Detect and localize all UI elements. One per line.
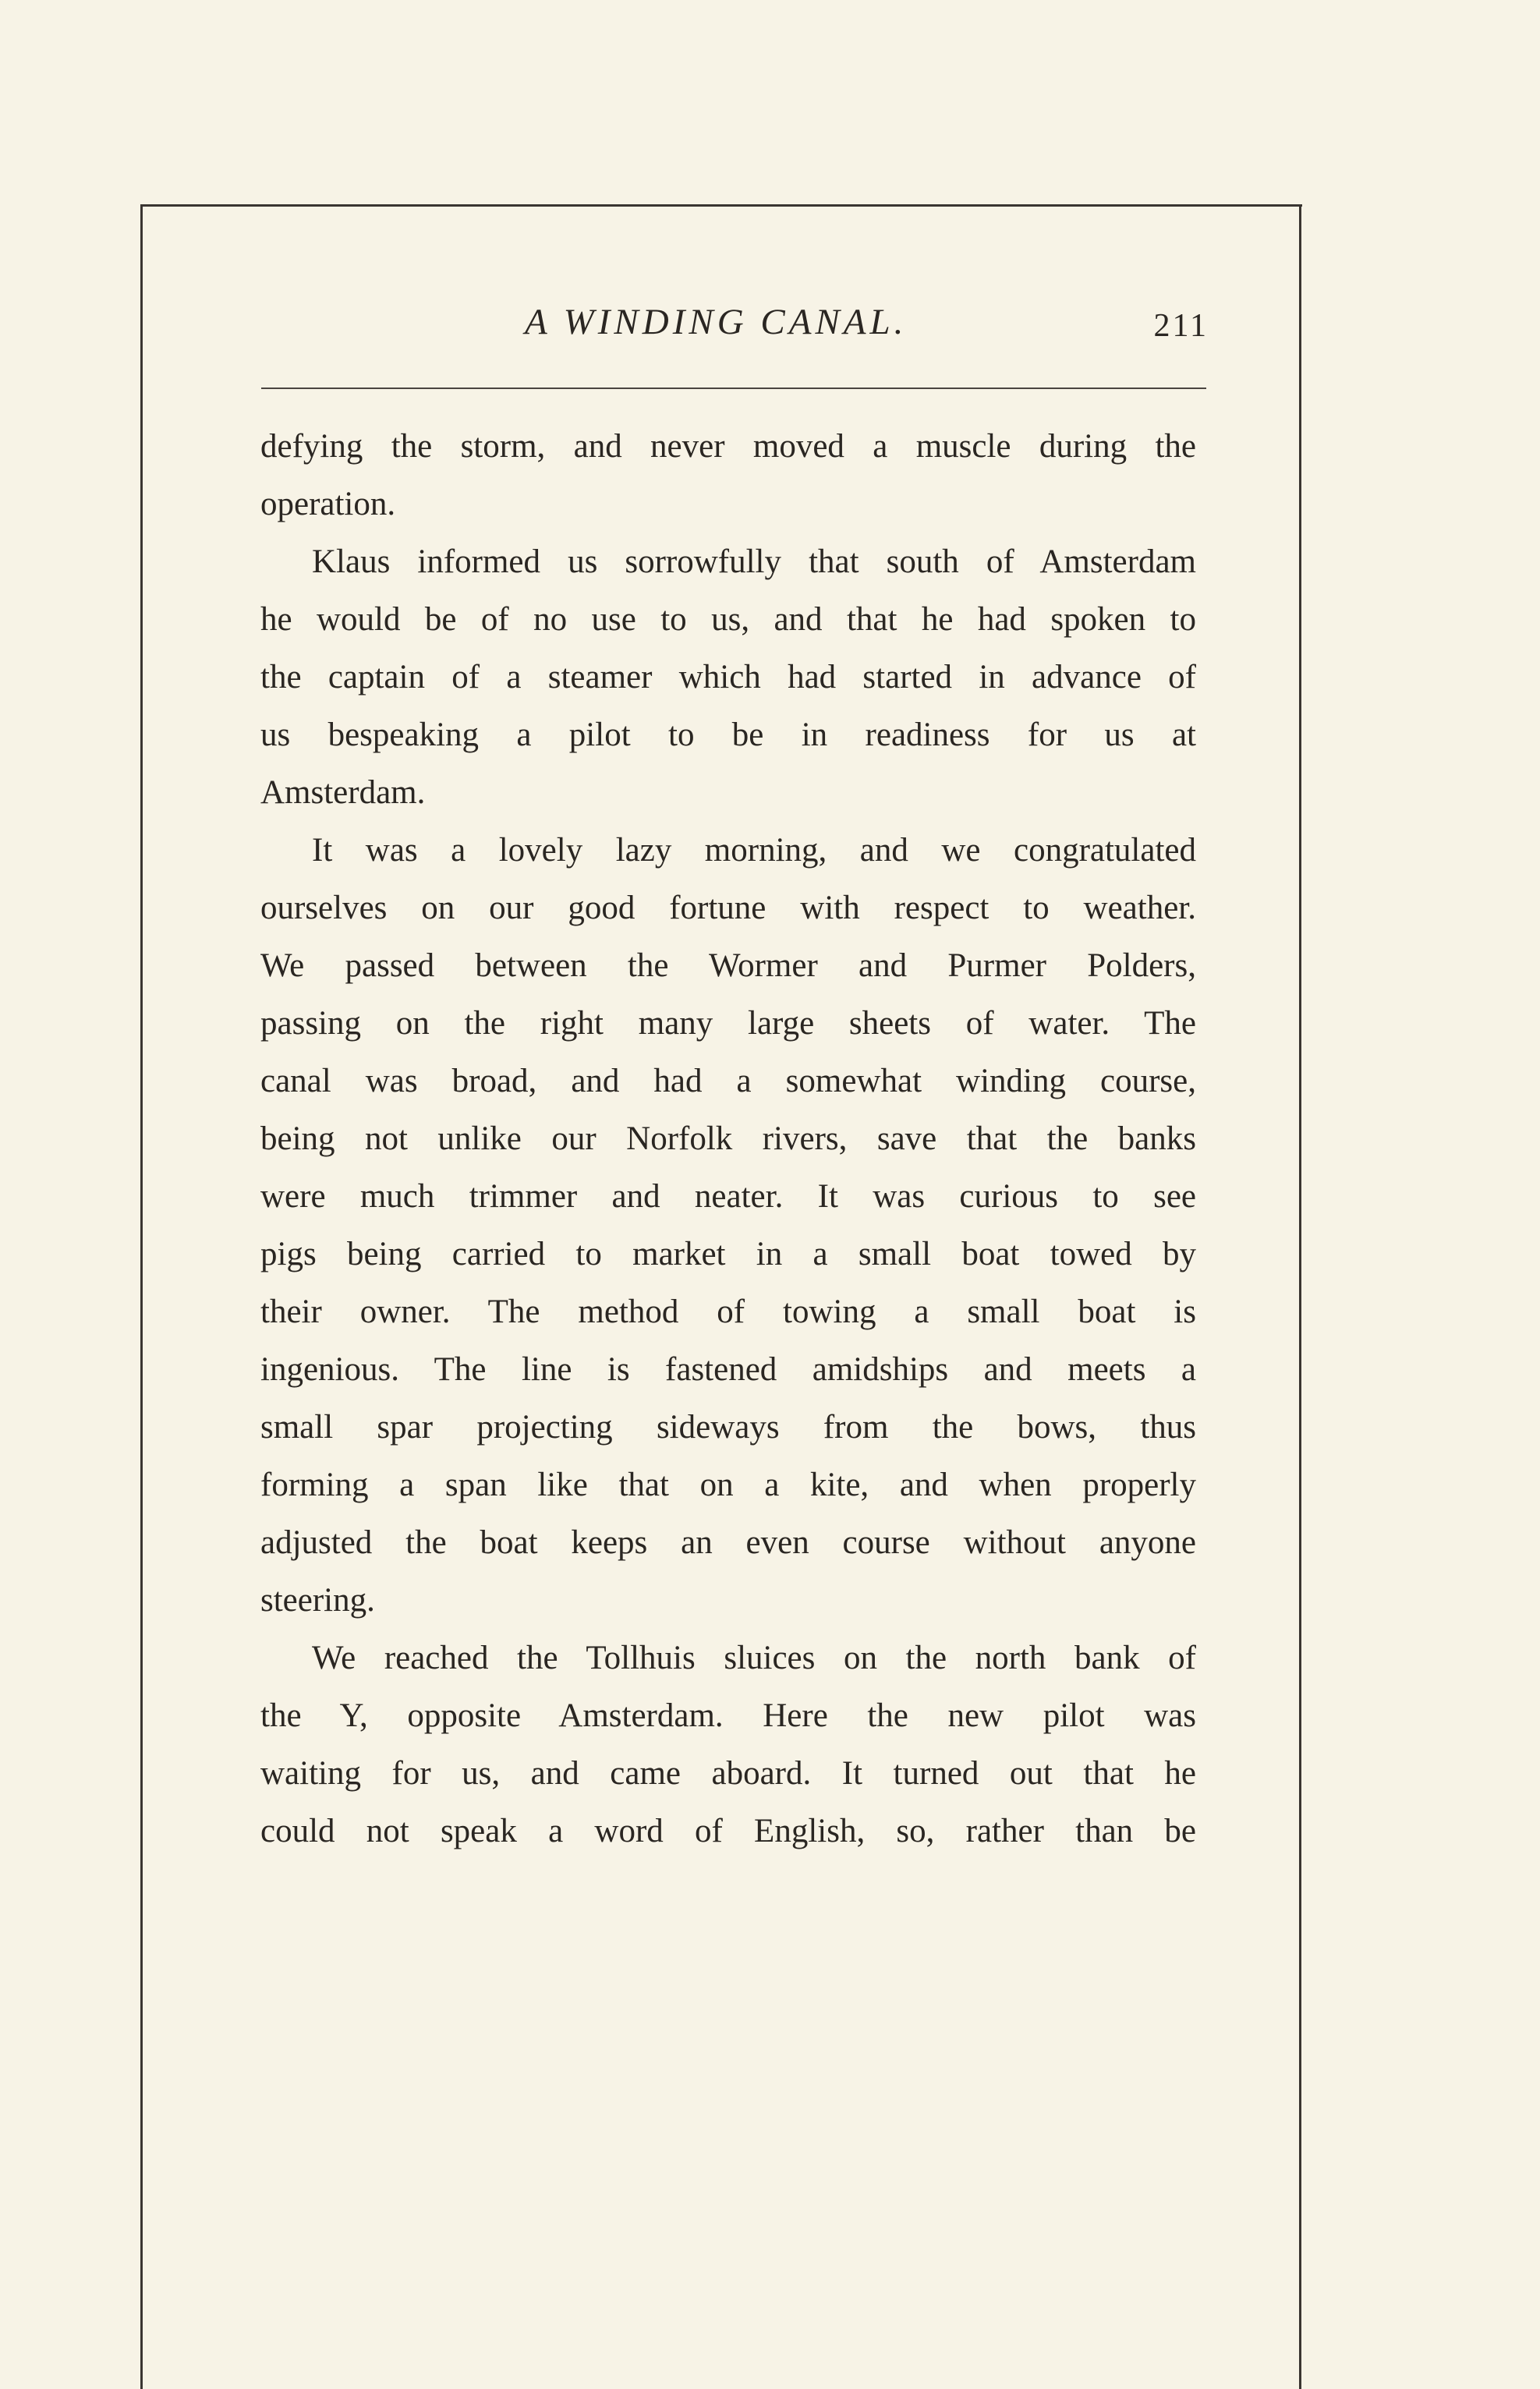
text-line: us bespeaking a pilot to be in readiness for us at [260, 717, 1196, 753]
text-line: small spar projecting sideways from the bows, thus [260, 1409, 1196, 1446]
text-line: canal was broad, and had a somewhat winding course, [260, 1063, 1196, 1099]
page-header [257, 301, 1209, 356]
text-line: were much trimmer and neater. It was curious to see [260, 1178, 1196, 1215]
text-line: the captain of a steamer which had started in advance of [260, 659, 1196, 695]
text-line: pigs being carried to market in a small boat towed by [260, 1236, 1196, 1272]
frame-left-rule [140, 204, 143, 2389]
text-line: the Y, opposite Amsterdam. Here the new pilot was [260, 1697, 1196, 1734]
body-text [260, 418, 1196, 1860]
text-line: their owner. The method of towing a small boat is [260, 1294, 1196, 1330]
text-line: waiting for us, and came aboard. It turned out that he [260, 1755, 1196, 1792]
text-line: ourselves on our good fortune with respect to weather. [260, 890, 1196, 926]
text-line: Klaus informed us sorrowfully that south of Amsterdam [312, 543, 1196, 580]
text-line: forming a span like that on a kite, and when properly [260, 1467, 1196, 1503]
text-line: adjusted the boat keeps an even course without anyone [260, 1524, 1196, 1561]
text-line: being not unlike our Norfolk rivers, save that the banks [260, 1120, 1196, 1157]
text-line: We passed between the Wormer and Purmer Polders, [260, 947, 1196, 984]
text-line: Amsterdam. [260, 774, 426, 811]
text-line: operation. [260, 486, 396, 522]
text-line: passing on the right many large sheets of water. The [260, 1005, 1196, 1042]
frame-top-rule [140, 204, 1302, 207]
running-head: A WINDING CANAL. [525, 302, 908, 342]
text-line: We reached the Tollhuis sluices on the north bank of [312, 1640, 1196, 1676]
text-line: ingenious. The line is fastened amidships and meets a [260, 1351, 1196, 1388]
page-number: 211 [1153, 308, 1209, 344]
text-line: defying the storm, and never moved a muscle during the [260, 428, 1196, 465]
frame-right-rule [1299, 204, 1301, 2389]
text-line: he would be of no use to us, and that he had spoken to [260, 601, 1196, 638]
text-line: It was a lovely lazy morning, and we congratulated [312, 832, 1196, 869]
header-rule [261, 388, 1206, 389]
text-line: steering. [260, 1582, 375, 1619]
text-line: could not speak a word of English, so, rather than be [260, 1813, 1196, 1849]
